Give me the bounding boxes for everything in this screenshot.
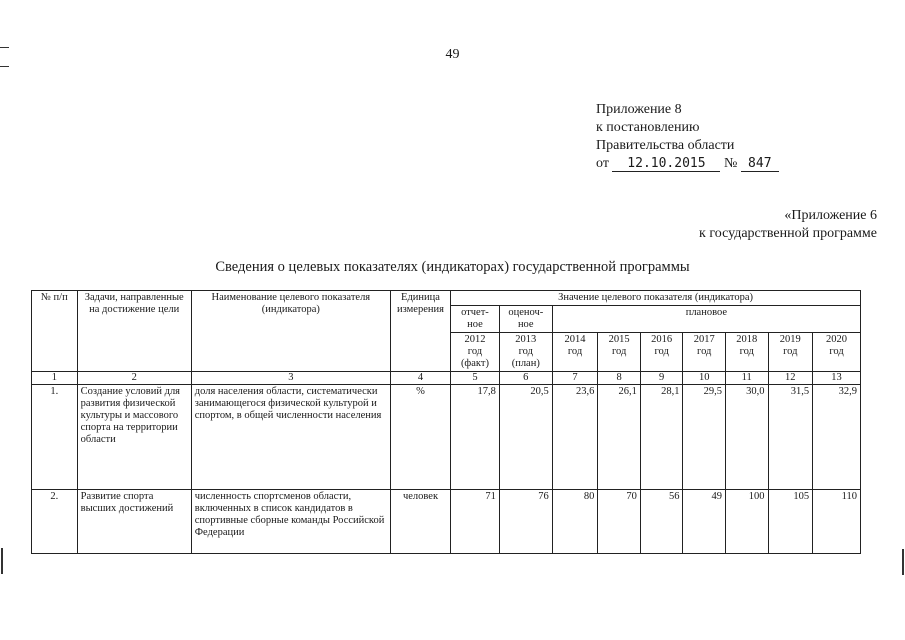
column-number: 5 bbox=[451, 372, 500, 385]
row-task: Создание условий для развития физической культуры и массового спорта на территории области bbox=[77, 385, 191, 490]
appendix-8-header bbox=[596, 101, 779, 173]
row-number: 1. bbox=[32, 385, 78, 490]
year-label: год bbox=[654, 346, 669, 357]
appendix-8-subtitle: к постановлению bbox=[596, 120, 700, 135]
row-value: 110 bbox=[813, 490, 861, 554]
year-value: 2012 bbox=[464, 334, 486, 345]
year-value: 2017 bbox=[693, 334, 715, 345]
header-reported: отчет-ное bbox=[451, 306, 500, 333]
column-number: 9 bbox=[640, 372, 683, 385]
row-task: Развитие спорта высших достижений bbox=[77, 490, 191, 554]
header-year-2018 bbox=[725, 333, 768, 372]
row-value: 26,1 bbox=[598, 385, 641, 490]
header-year-2015 bbox=[598, 333, 641, 372]
row-unit: % bbox=[390, 385, 450, 490]
row-value: 31,5 bbox=[768, 385, 813, 490]
header-row bbox=[32, 291, 861, 306]
appendix-6-subtitle: к государственной программе bbox=[699, 226, 877, 241]
column-number: 8 bbox=[598, 372, 641, 385]
row-value: 56 bbox=[640, 490, 683, 554]
header-tasks: Задачи, направленные на достижение цели bbox=[77, 291, 191, 372]
year-label: год bbox=[611, 346, 627, 357]
appendix-8-title: Приложение 8 bbox=[596, 102, 682, 117]
year-value: 2020 bbox=[826, 334, 848, 345]
column-numbers-row bbox=[32, 372, 861, 385]
appendix-8-date-line bbox=[596, 155, 779, 173]
year-label: год bbox=[467, 346, 483, 357]
year-label: год bbox=[518, 346, 533, 357]
left-edge-mark bbox=[0, 47, 9, 48]
row-value: 100 bbox=[725, 490, 768, 554]
row-value: 30,0 bbox=[725, 385, 768, 490]
year-label: год bbox=[567, 346, 583, 357]
column-number: 10 bbox=[683, 372, 726, 385]
row-value: 17,8 bbox=[451, 385, 500, 490]
header-unit: Единица измерения bbox=[390, 291, 450, 372]
page-number: 49 bbox=[445, 47, 460, 62]
year-value: 2014 bbox=[564, 334, 586, 345]
row-value: 29,5 bbox=[683, 385, 726, 490]
row-value: 105 bbox=[768, 490, 813, 554]
year-value: 2015 bbox=[608, 334, 630, 345]
row-value: 32,9 bbox=[813, 385, 861, 490]
year-note: (факт) bbox=[460, 358, 489, 369]
table-row bbox=[32, 490, 861, 554]
number-prefix: № bbox=[723, 156, 738, 171]
header-year-2016 bbox=[640, 333, 683, 372]
left-edge-mark bbox=[0, 66, 9, 67]
row-value: 71 bbox=[451, 490, 500, 554]
column-number: 12 bbox=[768, 372, 813, 385]
row-value: 80 bbox=[552, 490, 598, 554]
resolution-number: 847 bbox=[741, 156, 779, 172]
row-number: 2. bbox=[32, 490, 78, 554]
year-label: год bbox=[783, 346, 798, 357]
right-edge-mark bbox=[902, 549, 904, 575]
document-title: Сведения о целевых показателях (индикаторах) государственной программы bbox=[215, 259, 690, 275]
header-year-2019 bbox=[768, 333, 813, 372]
table-row bbox=[32, 385, 861, 490]
year-value: 2013 bbox=[515, 334, 537, 345]
header-estimated: оценоч-ное bbox=[499, 306, 552, 333]
row-indicator: численность спортсменов области, включенных в список кандидатов в спортивные сборные команды Российской Федерации bbox=[191, 490, 390, 554]
row-value: 20,5 bbox=[499, 385, 552, 490]
row-value: 23,6 bbox=[552, 385, 598, 490]
left-edge-mark bbox=[1, 548, 3, 574]
column-number: 1 bbox=[32, 372, 78, 385]
date-prefix: от bbox=[596, 156, 609, 171]
header-num: № п/п bbox=[32, 291, 78, 372]
row-value: 49 bbox=[683, 490, 726, 554]
year-value: 2016 bbox=[651, 334, 673, 345]
row-value: 70 bbox=[598, 490, 641, 554]
header-year-2020 bbox=[813, 333, 861, 372]
column-number: 3 bbox=[191, 372, 390, 385]
column-number: 7 bbox=[552, 372, 598, 385]
column-number: 4 bbox=[390, 372, 450, 385]
row-indicator: доля населения области, систематически занимающегося физической культурой и спортом, в общей численности населения bbox=[191, 385, 390, 490]
appendix-8-authority: Правительства области bbox=[596, 138, 735, 153]
column-number: 11 bbox=[725, 372, 768, 385]
year-label: год bbox=[739, 346, 754, 357]
header-year-2017 bbox=[683, 333, 726, 372]
row-value: 76 bbox=[499, 490, 552, 554]
column-number: 6 bbox=[499, 372, 552, 385]
header-planned: плановое bbox=[552, 306, 860, 333]
header-value: Значение целевого показателя (индикатора) bbox=[451, 291, 861, 306]
appendix-6-header bbox=[699, 207, 877, 243]
appendix-6-title: «Приложение 6 bbox=[784, 208, 877, 223]
year-note: (план) bbox=[511, 358, 540, 369]
column-number: 13 bbox=[813, 372, 861, 385]
year-value: 2019 bbox=[779, 334, 801, 345]
column-number: 2 bbox=[77, 372, 191, 385]
header-year-2014 bbox=[552, 333, 598, 372]
year-label: год bbox=[697, 346, 712, 357]
row-value: 28,1 bbox=[640, 385, 683, 490]
row-unit: человек bbox=[390, 490, 450, 554]
indicators-table bbox=[31, 290, 861, 554]
header-indicator: Наименование целевого показателя (индикатора) bbox=[191, 291, 390, 372]
resolution-date: 12.10.2015 bbox=[612, 156, 720, 172]
header-year-2012 bbox=[451, 333, 500, 372]
year-value: 2018 bbox=[736, 334, 758, 345]
header-year-2013 bbox=[499, 333, 552, 372]
year-label: год bbox=[829, 346, 844, 357]
